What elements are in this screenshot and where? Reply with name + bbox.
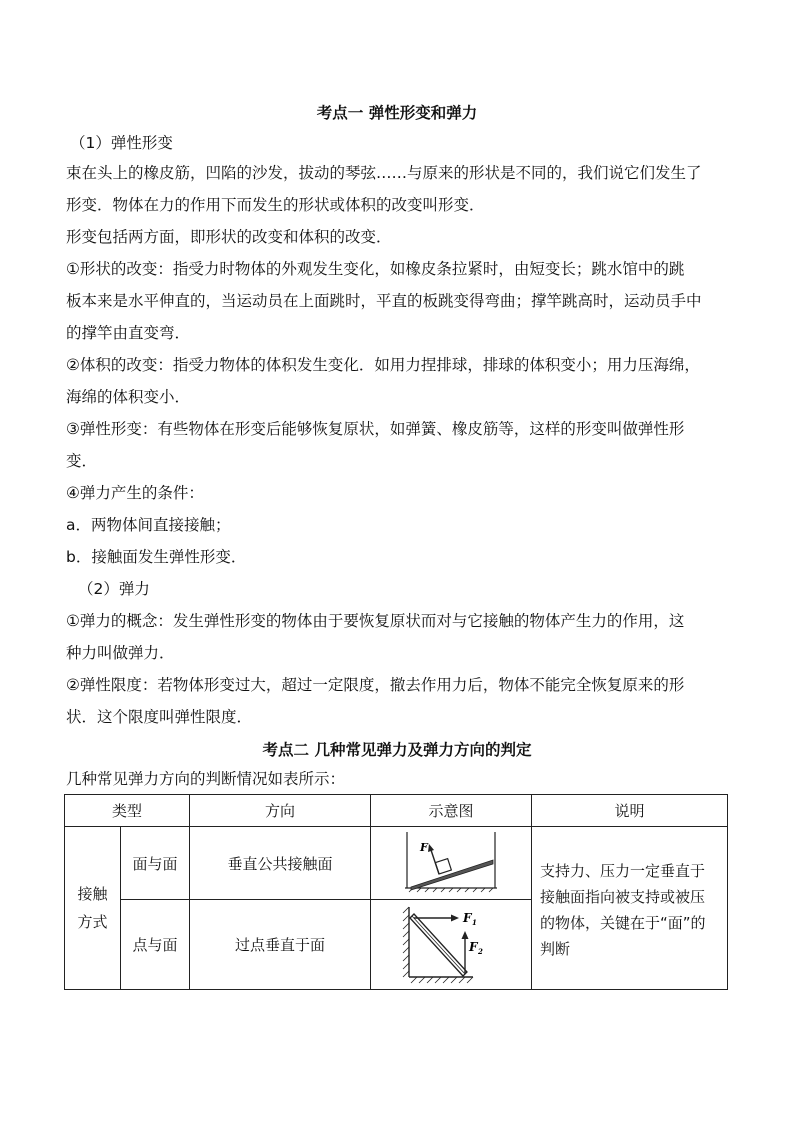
concept-line: ①弹力的概念：发生弹性形变的物体由于要恢复原状而对与它接触的物体产生力的作用，这 <box>66 612 685 630</box>
row-kind: 点与面 <box>121 900 190 990</box>
explain-line: 接触面指向被支持或被压 <box>540 888 706 906</box>
list-item-elastic: ③弹性形变：有些物体在形变后能够恢复原状，如弹簧、橡皮筋等，这样的形变叫做弹性形 <box>66 420 685 438</box>
list-item-volume-change: ②体积的改变：指受力物体的体积发生变化．如用力捏排球，排球的体积变小；用力压海绵， <box>66 356 700 374</box>
header-diagram: 示意图 <box>371 795 532 827</box>
limit-line: 状．这个限度叫弹性限度． <box>66 708 253 726</box>
subheading-elastic-force: （2）弹力 <box>78 580 150 598</box>
diagram-surface-surface <box>371 827 532 900</box>
list-item-shape-change: 的撑竿由直变弯． <box>66 324 191 342</box>
force-label-f2: F <box>469 939 478 954</box>
elastic-force-table <box>64 794 728 990</box>
section2-title: 考点二 几种常见弹力及弹力方向的判定 <box>262 741 532 759</box>
subheading-elastic-deformation: （1）弹性形变 <box>70 134 173 152</box>
contact-mode-cell <box>65 827 121 990</box>
table-intro: 几种常见弹力方向的判断情况如表所示： <box>66 770 346 788</box>
limit-line: ②弹性限度：若物体形变过大，超过一定限度，撤去作用力后，物体不能完全恢复原来的形 <box>66 676 685 694</box>
diagram-point-surface <box>371 900 532 990</box>
explain-line: 判断 <box>540 940 571 958</box>
section1-title: 考点一 弹性形变和弹力 <box>316 104 478 122</box>
explain-line: 支持力、压力一定垂直于 <box>540 862 706 880</box>
force-label-f: F <box>420 841 428 854</box>
force-label-f2-subscript: 2 <box>478 946 483 956</box>
row-direction: 过点垂直于面 <box>190 900 371 990</box>
row-direction: 垂直公共接触面 <box>190 827 371 900</box>
concept-line: 种力叫做弹力． <box>66 644 175 662</box>
force-label-f1-subscript: 1 <box>472 917 477 927</box>
condition-b: b．接触面发生弹性形变． <box>66 548 247 566</box>
list-item-shape-change: ①形状的改变：指受力时物体的外观发生变化，如橡皮条拉紧时，由短变长；跳水馆中的跳 <box>66 260 685 278</box>
contact-mode-label-1: 接触 <box>77 885 108 903</box>
header-type: 类型 <box>65 795 190 827</box>
list-item-elastic: 变． <box>66 452 98 470</box>
paragraph-line: 形变包括两方面，即形状的改变和体积的改变． <box>66 228 392 246</box>
row-kind: 面与面 <box>121 827 190 900</box>
header-explain: 说明 <box>532 795 728 827</box>
table-header-row <box>65 795 728 827</box>
explain-line: 的物体，关键在于“面”的 <box>540 914 706 932</box>
incline-block-diagram <box>401 830 501 896</box>
rod-wall-diagram <box>401 905 501 985</box>
contact-mode-label-2: 方式 <box>77 913 108 931</box>
paragraph-line: 形变．物体在力的作用下而发生的形状或体积的改变叫形变． <box>66 196 485 214</box>
header-direction: 方向 <box>190 795 371 827</box>
table-row <box>65 827 728 900</box>
force-label-f1: F <box>463 910 472 925</box>
explanation-cell <box>532 827 728 990</box>
paragraph-line: 束在头上的橡皮筋，凹陷的沙发，拔动的琴弦……与原来的形状是不同的，我们说它们发生了 <box>66 164 702 182</box>
list-item-volume-change: 海绵的体积变小． <box>66 388 191 406</box>
condition-a: a．两物体间直接接触； <box>66 516 231 534</box>
list-item-conditions: ④弹力产生的条件： <box>66 484 204 502</box>
list-item-shape-change: 板本来是水平伸直的，当运动员在上面跳时，平直的板跳变得弯曲；撑竿跳高时，运动员手中 <box>66 292 702 310</box>
